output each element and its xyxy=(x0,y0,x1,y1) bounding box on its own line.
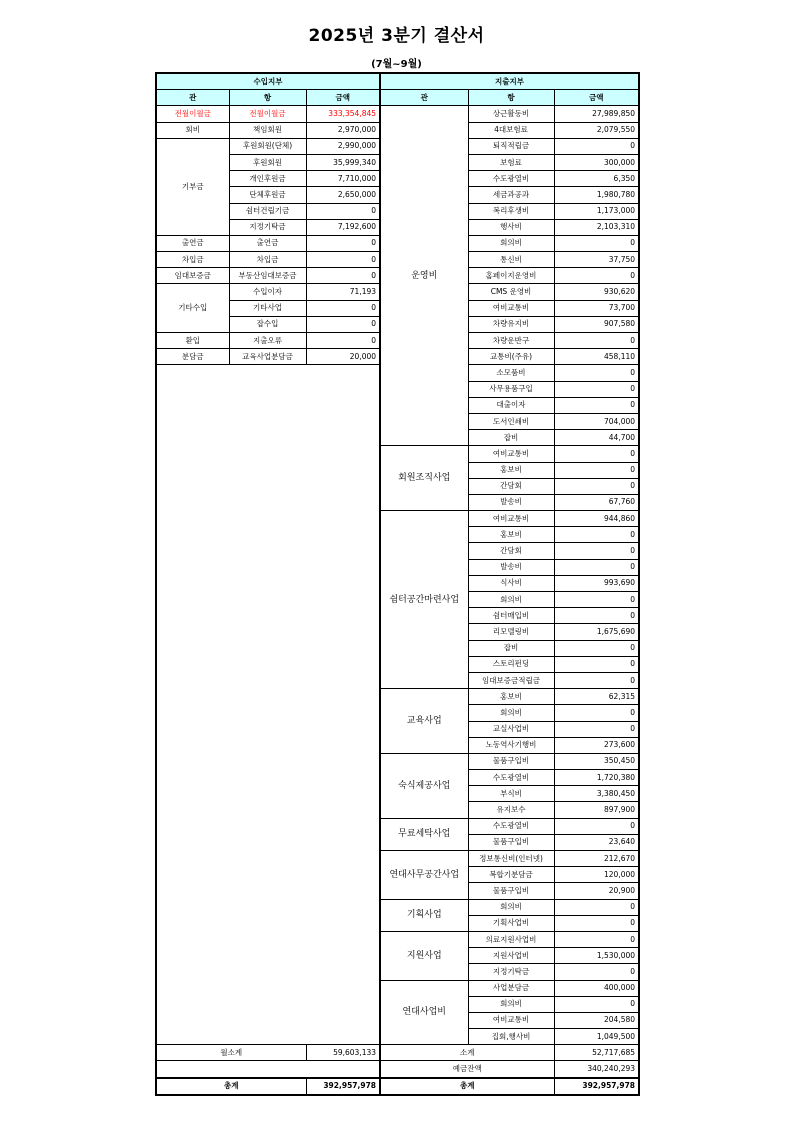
income-amount-cell: 7,710,000 xyxy=(306,171,380,187)
income-hang-cell: 기타사업 xyxy=(229,300,306,316)
expense-hang-cell: 간담회 xyxy=(468,543,554,559)
expense-amount-cell: 704,000 xyxy=(554,413,639,429)
expense-hang-cell: 물품구입비 xyxy=(468,883,554,899)
expense-hang-cell: 의료지원사업비 xyxy=(468,931,554,947)
expense-hang-cell: 지원사업비 xyxy=(468,948,554,964)
expense-hang-cell: 물품구입비 xyxy=(468,834,554,850)
expense-amount-cell: 0 xyxy=(554,381,639,397)
expense-hang-cell: 회의비 xyxy=(468,705,554,721)
expense-amount-cell: 1,049,500 xyxy=(554,1029,639,1045)
income-total-value: 392,957,978 xyxy=(306,1078,380,1095)
document-title: 2025년 3분기 결산서 xyxy=(308,26,485,46)
expense-hang-cell: 세금과공과 xyxy=(468,187,554,203)
expense-hang-cell: 식사비 xyxy=(468,575,554,591)
expense-amount-cell: 0 xyxy=(554,672,639,688)
expense-amount-cell: 6,350 xyxy=(554,171,639,187)
expense-amount-cell: 0 xyxy=(554,608,639,624)
expense-gwan-cell: 운영비 xyxy=(380,106,468,446)
income-amount-cell: 0 xyxy=(306,235,380,251)
expense-amount-cell: 1,530,000 xyxy=(554,948,639,964)
expense-amount-cell: 897,900 xyxy=(554,802,639,818)
income-header-hang: 항 xyxy=(229,90,306,106)
expense-hang-cell: 홈페이지운영비 xyxy=(468,268,554,284)
income-gwan-cell: 전월이월금 xyxy=(156,106,229,122)
income-gwan-cell: 환입 xyxy=(156,333,229,349)
income-hang-cell: 지정기탁금 xyxy=(229,219,306,235)
expense-hang-cell: 여비교통비 xyxy=(468,446,554,462)
income-header-amount: 금액 xyxy=(306,90,380,106)
expense-gwan-cell: 교육사업 xyxy=(380,689,468,754)
expense-hang-cell: 수도광열비 xyxy=(468,171,554,187)
income-amount-cell: 2,970,000 xyxy=(306,122,380,138)
expense-gwan-cell: 지원사업 xyxy=(380,931,468,980)
expense-amount-cell: 0 xyxy=(554,446,639,462)
expense-amount-cell: 1,675,690 xyxy=(554,624,639,640)
expense-amount-cell: 0 xyxy=(554,964,639,980)
income-hang-cell: 수입이자 xyxy=(229,284,306,300)
expense-gwan-cell: 연대사업비 xyxy=(380,980,468,1045)
expense-amount-cell: 458,110 xyxy=(554,349,639,365)
expense-hang-cell: 물품구입비 xyxy=(468,753,554,769)
expense-amount-cell: 993,690 xyxy=(554,575,639,591)
income-amount-cell: 7,192,600 xyxy=(306,219,380,235)
income-gwan-cell: 기타수입 xyxy=(156,284,229,333)
income-hang-cell: 부동산임대보증금 xyxy=(229,268,306,284)
income-amount-cell: 2,990,000 xyxy=(306,138,380,154)
expense-amount-cell: 2,103,310 xyxy=(554,219,639,235)
income-amount-cell: 0 xyxy=(306,252,380,268)
expense-amount-cell: 120,000 xyxy=(554,867,639,883)
expense-hang-cell: 발송비 xyxy=(468,559,554,575)
expense-amount-cell: 1,720,380 xyxy=(554,770,639,786)
expense-hang-cell: 유지보수 xyxy=(468,802,554,818)
expense-amount-cell: 0 xyxy=(554,397,639,413)
expense-hang-cell: 대출이자 xyxy=(468,397,554,413)
expense-hang-cell: 교실사업비 xyxy=(468,721,554,737)
expense-amount-cell: 67,760 xyxy=(554,494,639,510)
expense-gwan-cell: 회원조직사업 xyxy=(380,446,468,511)
income-gwan-cell: 차입금 xyxy=(156,252,229,268)
expense-amount-cell: 0 xyxy=(554,333,639,349)
expense-hang-cell: 교통비(주유) xyxy=(468,349,554,365)
expense-amount-cell: 930,620 xyxy=(554,284,639,300)
expense-hang-cell: 통신비 xyxy=(468,252,554,268)
income-amount-cell: 333,354,845 xyxy=(306,106,380,122)
income-hang-cell: 출연금 xyxy=(229,235,306,251)
expense-subtotal-label: 소계 xyxy=(380,1045,554,1061)
expense-hang-cell: 수도광열비 xyxy=(468,818,554,834)
income-subtotal-value: 59,603,133 xyxy=(306,1045,380,1061)
expense-hang-cell: 4대보험료 xyxy=(468,122,554,138)
expense-amount-cell: 0 xyxy=(554,592,639,608)
expense-hang-cell: 차량유지비 xyxy=(468,316,554,332)
income-subtotal-label: 월소계 xyxy=(156,1045,306,1061)
income-amount-cell: 0 xyxy=(306,333,380,349)
income-hang-cell: 교육사업분담금 xyxy=(229,349,306,365)
expense-section-title: 지출지부 xyxy=(380,73,639,90)
income-hang-cell: 잡수입 xyxy=(229,316,306,332)
expense-hang-cell: 여비교통비 xyxy=(468,511,554,527)
expense-amount-cell: 273,600 xyxy=(554,737,639,753)
expense-amount-cell: 0 xyxy=(554,543,639,559)
table-row xyxy=(156,106,639,122)
expense-amount-cell: 0 xyxy=(554,527,639,543)
expense-hang-cell: 집회,행사비 xyxy=(468,1029,554,1045)
expense-amount-cell: 0 xyxy=(554,640,639,656)
expense-amount-cell: 62,315 xyxy=(554,689,639,705)
expense-hang-cell: 회의비 xyxy=(468,592,554,608)
expense-balance-label: 예금잔액 xyxy=(380,1061,554,1078)
expense-amount-cell: 20,900 xyxy=(554,883,639,899)
expense-hang-cell: 홍보비 xyxy=(468,462,554,478)
income-amount-cell: 35,999,340 xyxy=(306,154,380,170)
expense-hang-cell: 지정기탁금 xyxy=(468,964,554,980)
expense-hang-cell: 퇴직적립금 xyxy=(468,138,554,154)
expense-hang-cell: 행사비 xyxy=(468,219,554,235)
income-amount-cell: 2,650,000 xyxy=(306,187,380,203)
expense-amount-cell: 0 xyxy=(554,818,639,834)
expense-amount-cell: 73,700 xyxy=(554,300,639,316)
expense-total-value: 392,957,978 xyxy=(554,1078,639,1095)
expense-hang-cell: 복리후생비 xyxy=(468,203,554,219)
expense-amount-cell: 1,173,000 xyxy=(554,203,639,219)
expense-hang-cell: 스토리펀딩 xyxy=(468,656,554,672)
expense-amount-cell: 23,640 xyxy=(554,834,639,850)
income-empty-area xyxy=(156,365,380,1045)
expense-header-gwan: 관 xyxy=(380,90,468,106)
expense-amount-cell: 0 xyxy=(554,478,639,494)
income-gwan-cell: 회비 xyxy=(156,122,229,138)
expense-header-hang: 항 xyxy=(468,90,554,106)
expense-amount-cell: 0 xyxy=(554,899,639,915)
expense-hang-cell: 회의비 xyxy=(468,235,554,251)
expense-hang-cell: CMS 운영비 xyxy=(468,284,554,300)
period-label: (7월~9월) xyxy=(371,59,422,70)
expense-hang-cell: 복합기분담금 xyxy=(468,867,554,883)
income-header-gwan: 관 xyxy=(156,90,229,106)
income-hang-cell: 후원회원 xyxy=(229,154,306,170)
expense-amount-cell: 212,670 xyxy=(554,851,639,867)
income-gwan-cell: 임대보증금 xyxy=(156,268,229,284)
expense-amount-cell: 2,079,550 xyxy=(554,122,639,138)
income-hang-cell: 후원회원(단체) xyxy=(229,138,306,154)
expense-gwan-cell: 기획사업 xyxy=(380,899,468,931)
expense-amount-cell: 3,380,450 xyxy=(554,786,639,802)
expense-amount-cell: 37,750 xyxy=(554,252,639,268)
expense-hang-cell: 간담회 xyxy=(468,478,554,494)
income-amount-cell: 71,193 xyxy=(306,284,380,300)
income-amount-cell: 0 xyxy=(306,203,380,219)
income-amount-cell: 20,000 xyxy=(306,349,380,365)
expense-hang-cell: 도서인쇄비 xyxy=(468,413,554,429)
income-section-title: 수입지부 xyxy=(156,73,380,90)
expense-hang-cell: 잡비 xyxy=(468,430,554,446)
expense-hang-cell: 회의비 xyxy=(468,899,554,915)
expense-amount-cell: 907,580 xyxy=(554,316,639,332)
expense-hang-cell: 소모품비 xyxy=(468,365,554,381)
expense-hang-cell: 회의비 xyxy=(468,996,554,1012)
expense-hang-cell: 사업분담금 xyxy=(468,980,554,996)
income-hang-cell: 쉼터건립기금 xyxy=(229,203,306,219)
expense-amount-cell: 27,989,850 xyxy=(554,106,639,122)
expense-amount-cell: 0 xyxy=(554,721,639,737)
expense-hang-cell: 홍보비 xyxy=(468,527,554,543)
expense-amount-cell: 0 xyxy=(554,931,639,947)
income-gwan-cell: 기부금 xyxy=(156,138,229,235)
expense-amount-cell: 400,000 xyxy=(554,980,639,996)
expense-amount-cell: 944,860 xyxy=(554,511,639,527)
expense-hang-cell: 쉼터매입비 xyxy=(468,608,554,624)
expense-amount-cell: 0 xyxy=(554,705,639,721)
expense-amount-cell: 0 xyxy=(554,138,639,154)
expense-amount-cell: 204,580 xyxy=(554,1012,639,1028)
income-balance-empty xyxy=(156,1061,380,1078)
income-amount-cell: 0 xyxy=(306,316,380,332)
expense-hang-cell: 기획사업비 xyxy=(468,915,554,931)
income-total-label: 총계 xyxy=(156,1078,306,1095)
expense-amount-cell: 0 xyxy=(554,559,639,575)
expense-amount-cell: 0 xyxy=(554,656,639,672)
expense-gwan-cell: 숙식제공사업 xyxy=(380,753,468,818)
income-hang-cell: 지출오류 xyxy=(229,333,306,349)
expense-hang-cell: 여비교통비 xyxy=(468,300,554,316)
expense-hang-cell: 임대보증금적립금 xyxy=(468,672,554,688)
expense-hang-cell: 여비교통비 xyxy=(468,1012,554,1028)
income-hang-cell: 책임회원 xyxy=(229,122,306,138)
expense-hang-cell: 홍보비 xyxy=(468,689,554,705)
expense-gwan-cell: 무료세탁사업 xyxy=(380,818,468,850)
income-hang-cell: 전월이월금 xyxy=(229,106,306,122)
expense-hang-cell: 수도광열비 xyxy=(468,770,554,786)
expense-hang-cell: 노동역사기행비 xyxy=(468,737,554,753)
income-amount-cell: 0 xyxy=(306,300,380,316)
income-amount-cell: 0 xyxy=(306,268,380,284)
expense-amount-cell: 0 xyxy=(554,996,639,1012)
expense-amount-cell: 0 xyxy=(554,365,639,381)
expense-amount-cell: 0 xyxy=(554,915,639,931)
expense-amount-cell: 0 xyxy=(554,235,639,251)
settlement-table xyxy=(155,72,640,1096)
expense-balance-value: 340,240,293 xyxy=(554,1061,639,1078)
expense-header-amount: 금액 xyxy=(554,90,639,106)
expense-hang-cell: 차량운반구 xyxy=(468,333,554,349)
income-gwan-cell: 출연금 xyxy=(156,235,229,251)
expense-amount-cell: 44,700 xyxy=(554,430,639,446)
expense-total-label: 총계 xyxy=(380,1078,554,1095)
expense-amount-cell: 300,000 xyxy=(554,154,639,170)
income-gwan-cell: 분담금 xyxy=(156,349,229,365)
expense-hang-cell: 잡비 xyxy=(468,640,554,656)
expense-subtotal-value: 52,717,685 xyxy=(554,1045,639,1061)
expense-hang-cell: 보험료 xyxy=(468,154,554,170)
expense-amount-cell: 350,450 xyxy=(554,753,639,769)
expense-gwan-cell: 쉼터공간마련사업 xyxy=(380,511,468,689)
expense-amount-cell: 1,980,780 xyxy=(554,187,639,203)
expense-hang-cell: 정보통신비(인터넷) xyxy=(468,851,554,867)
income-hang-cell: 차입금 xyxy=(229,252,306,268)
expense-hang-cell: 사무용품구입 xyxy=(468,381,554,397)
expense-hang-cell: 상근활동비 xyxy=(468,106,554,122)
expense-gwan-cell: 연대사무공간사업 xyxy=(380,851,468,900)
expense-hang-cell: 리모델링비 xyxy=(468,624,554,640)
expense-hang-cell: 부식비 xyxy=(468,786,554,802)
income-hang-cell: 개인후원금 xyxy=(229,171,306,187)
income-hang-cell: 단체후원금 xyxy=(229,187,306,203)
expense-amount-cell: 0 xyxy=(554,462,639,478)
expense-amount-cell: 0 xyxy=(554,268,639,284)
expense-hang-cell: 발송비 xyxy=(468,494,554,510)
